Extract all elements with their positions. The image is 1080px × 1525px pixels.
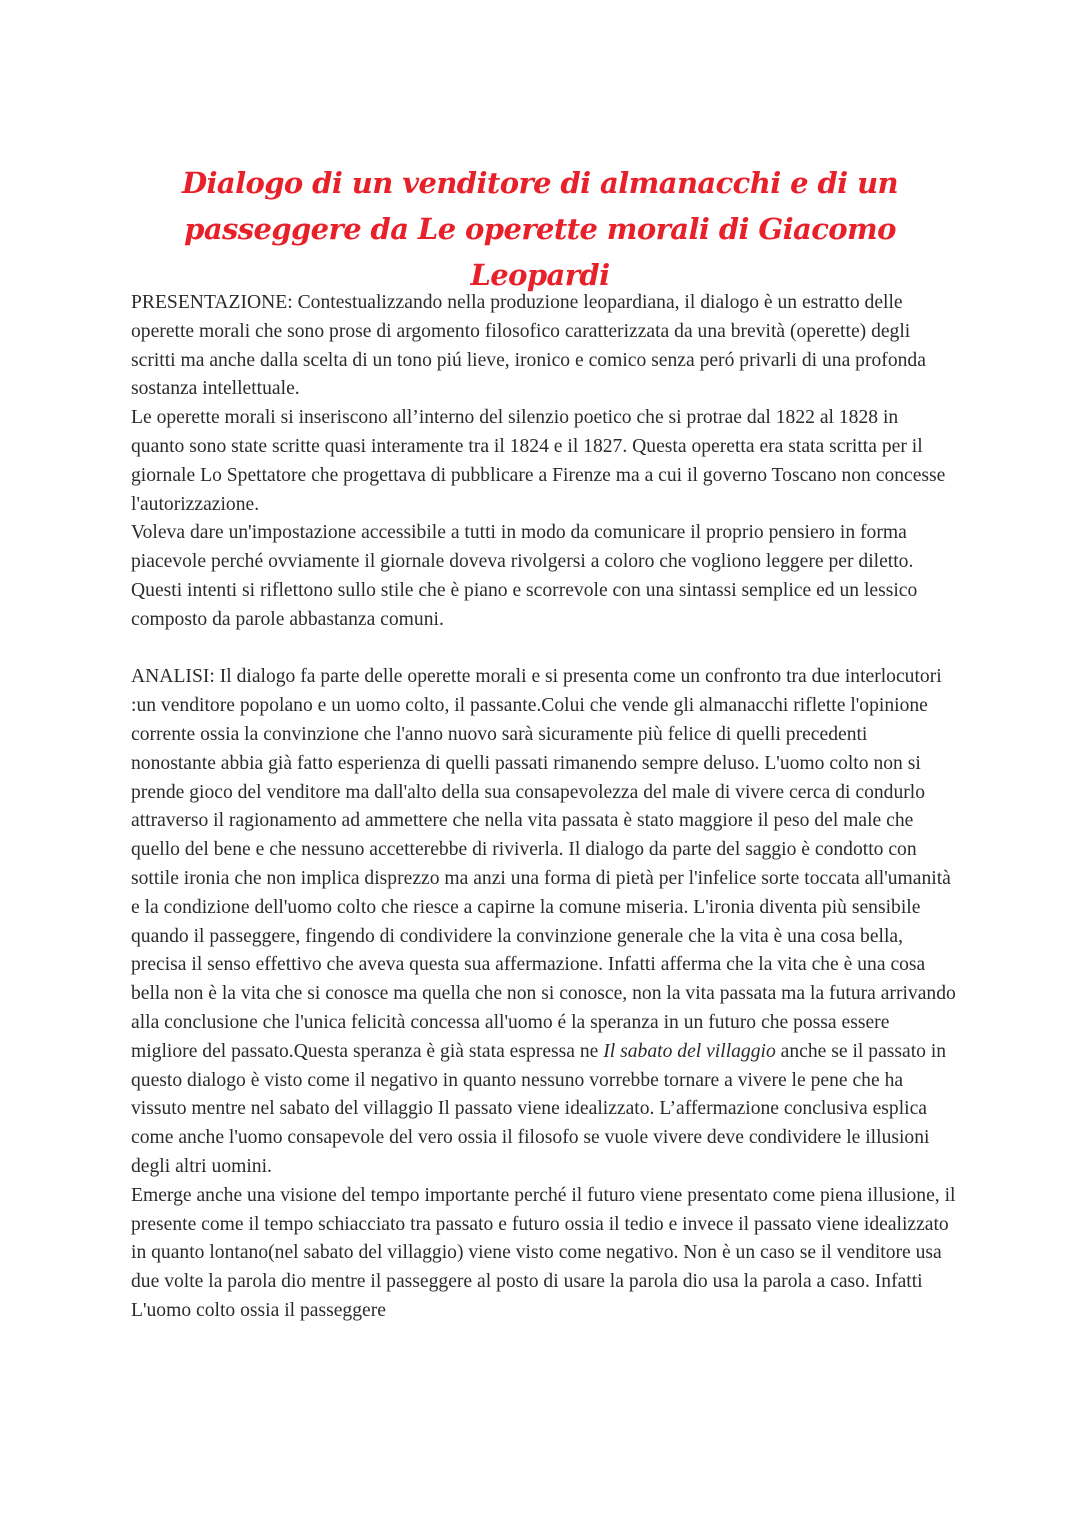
analisi-text-part-1: ANALISI: Il dialogo fa parte delle operette morali e si presenta come un confronto tra due interlocutori :un venditore popolano e un uomo colto, il passante.Colui che vende gli almanacchi riflette l'opinione corrente ossia la convinzione che l'anno nuovo sarà sicuramente più felice di quelli precedenti nonostante abbia già fatto esperienza di quelli passati rimanendo sempre deluso. L'uomo colto non si prende gioco del venditore ma dall'alto della sua consapevolezza del male di vivere cerca di condurlo attraverso il ragionamento ad ammettere che nella vita passata è stato maggiore il peso del male che quello del bene e che nessuno accetterebbe di riviverla. Il dialogo da parte del saggio è condotto con sottile ironia che non implica disprezzo ma anzi una forma di pietà per l'infelice sorte toccata all'umanità e la condizione dell'uomo colto che riesce a capirne la comune miseria. L'ironia diventa più sensibile quando il passeggere, fingendo di condividere la convinzione generale che la vita è una cosa bella, precisa il senso effettivo che aveva questa sua affermazione. Infatti afferma che la vita che è una cosa bella non è la vita che si conosce ma quella che non si conosce, non la vita passata ma la futura arrivando alla conclusione che l'unica felicità concessa all'uomo é la speranza in un futuro che possa essere migliore del passato.Questa speranza è già stata espressa ne [131,666,956,1062]
document-title: Dialogo di un venditore di almanacchi e di un passeggere da Le operette morali di Giacomo Leopardi [181,166,899,292]
analisi-paragraph-2: Emerge anche una visione del tempo importante perché il futuro viene presentato come piena illusione, il presente come il tempo schiacciato tra passato e futuro ossia il tedio e invece il passato viene idealizzato in quanto lontano(nel sabato del villaggio) viene visto come negativo. Non è un caso se il venditore usa due volte la parola dio mentre il passeggere al posto di usare la parola dio usa la parola a caso. Infatti L'uomo colto ossia il passeggere [131,1184,956,1321]
paragraph-gap [131,635,956,664]
document-body [131,289,956,1326]
analisi-text-part-2: anche se il passato in questo dialogo è visto come il negativo in quanto nessuno vorrebbe tornare a vivere le pene che ha vissuto mentre nel sabato del villaggio Il passato viene idealizzato. L’affermazione conclusiva esplica come anche l'uomo consapevole del vero ossia il filosofo se vuole vivere deve condividere le illusioni degli altri uomini. [131,1040,947,1177]
analisi-paragraph-1 [131,663,956,1181]
presentazione-paragraph-3: Voleva dare un'impostazione accessibile a tutti in modo da comunicare il proprio pensiero in forma piacevole perché ovviamente il giornale doveva rivolgersi a coloro che vogliono leggere per diletto. Questi intenti si riflettono sullo stile che è piano e scorrevole con una sintassi semplice ed un lessico composto da parole abbastanza comuni. [131,522,918,630]
analisi-italic-title: Il sabato del villaggio [603,1040,776,1062]
presentazione-paragraph-2: Le operette morali si inseriscono all’interno del silenzio poetico che si protrae dal 1822 al 1828 in quanto sono state scritte quasi interamente tra il 1824 e il 1827. Questa operetta era stata scritta per il giornale Lo Spettatore che progettava di pubblicare a Firenze ma a cui il governo Toscano non concesse l'autorizzazione. [131,407,946,515]
presentazione-paragraph-1: PRESENTAZIONE: Contestualizzando nella produzione leopardiana, il dialogo è un estratto delle operette morali che sono prose di argomento filosofico caratterizzata da una brevità (operette) degli scritti ma anche dalla scelta di un tono piú lieve, ironico e comico senza peró privarli di una profonda sostanza intellettuale. [131,292,926,400]
